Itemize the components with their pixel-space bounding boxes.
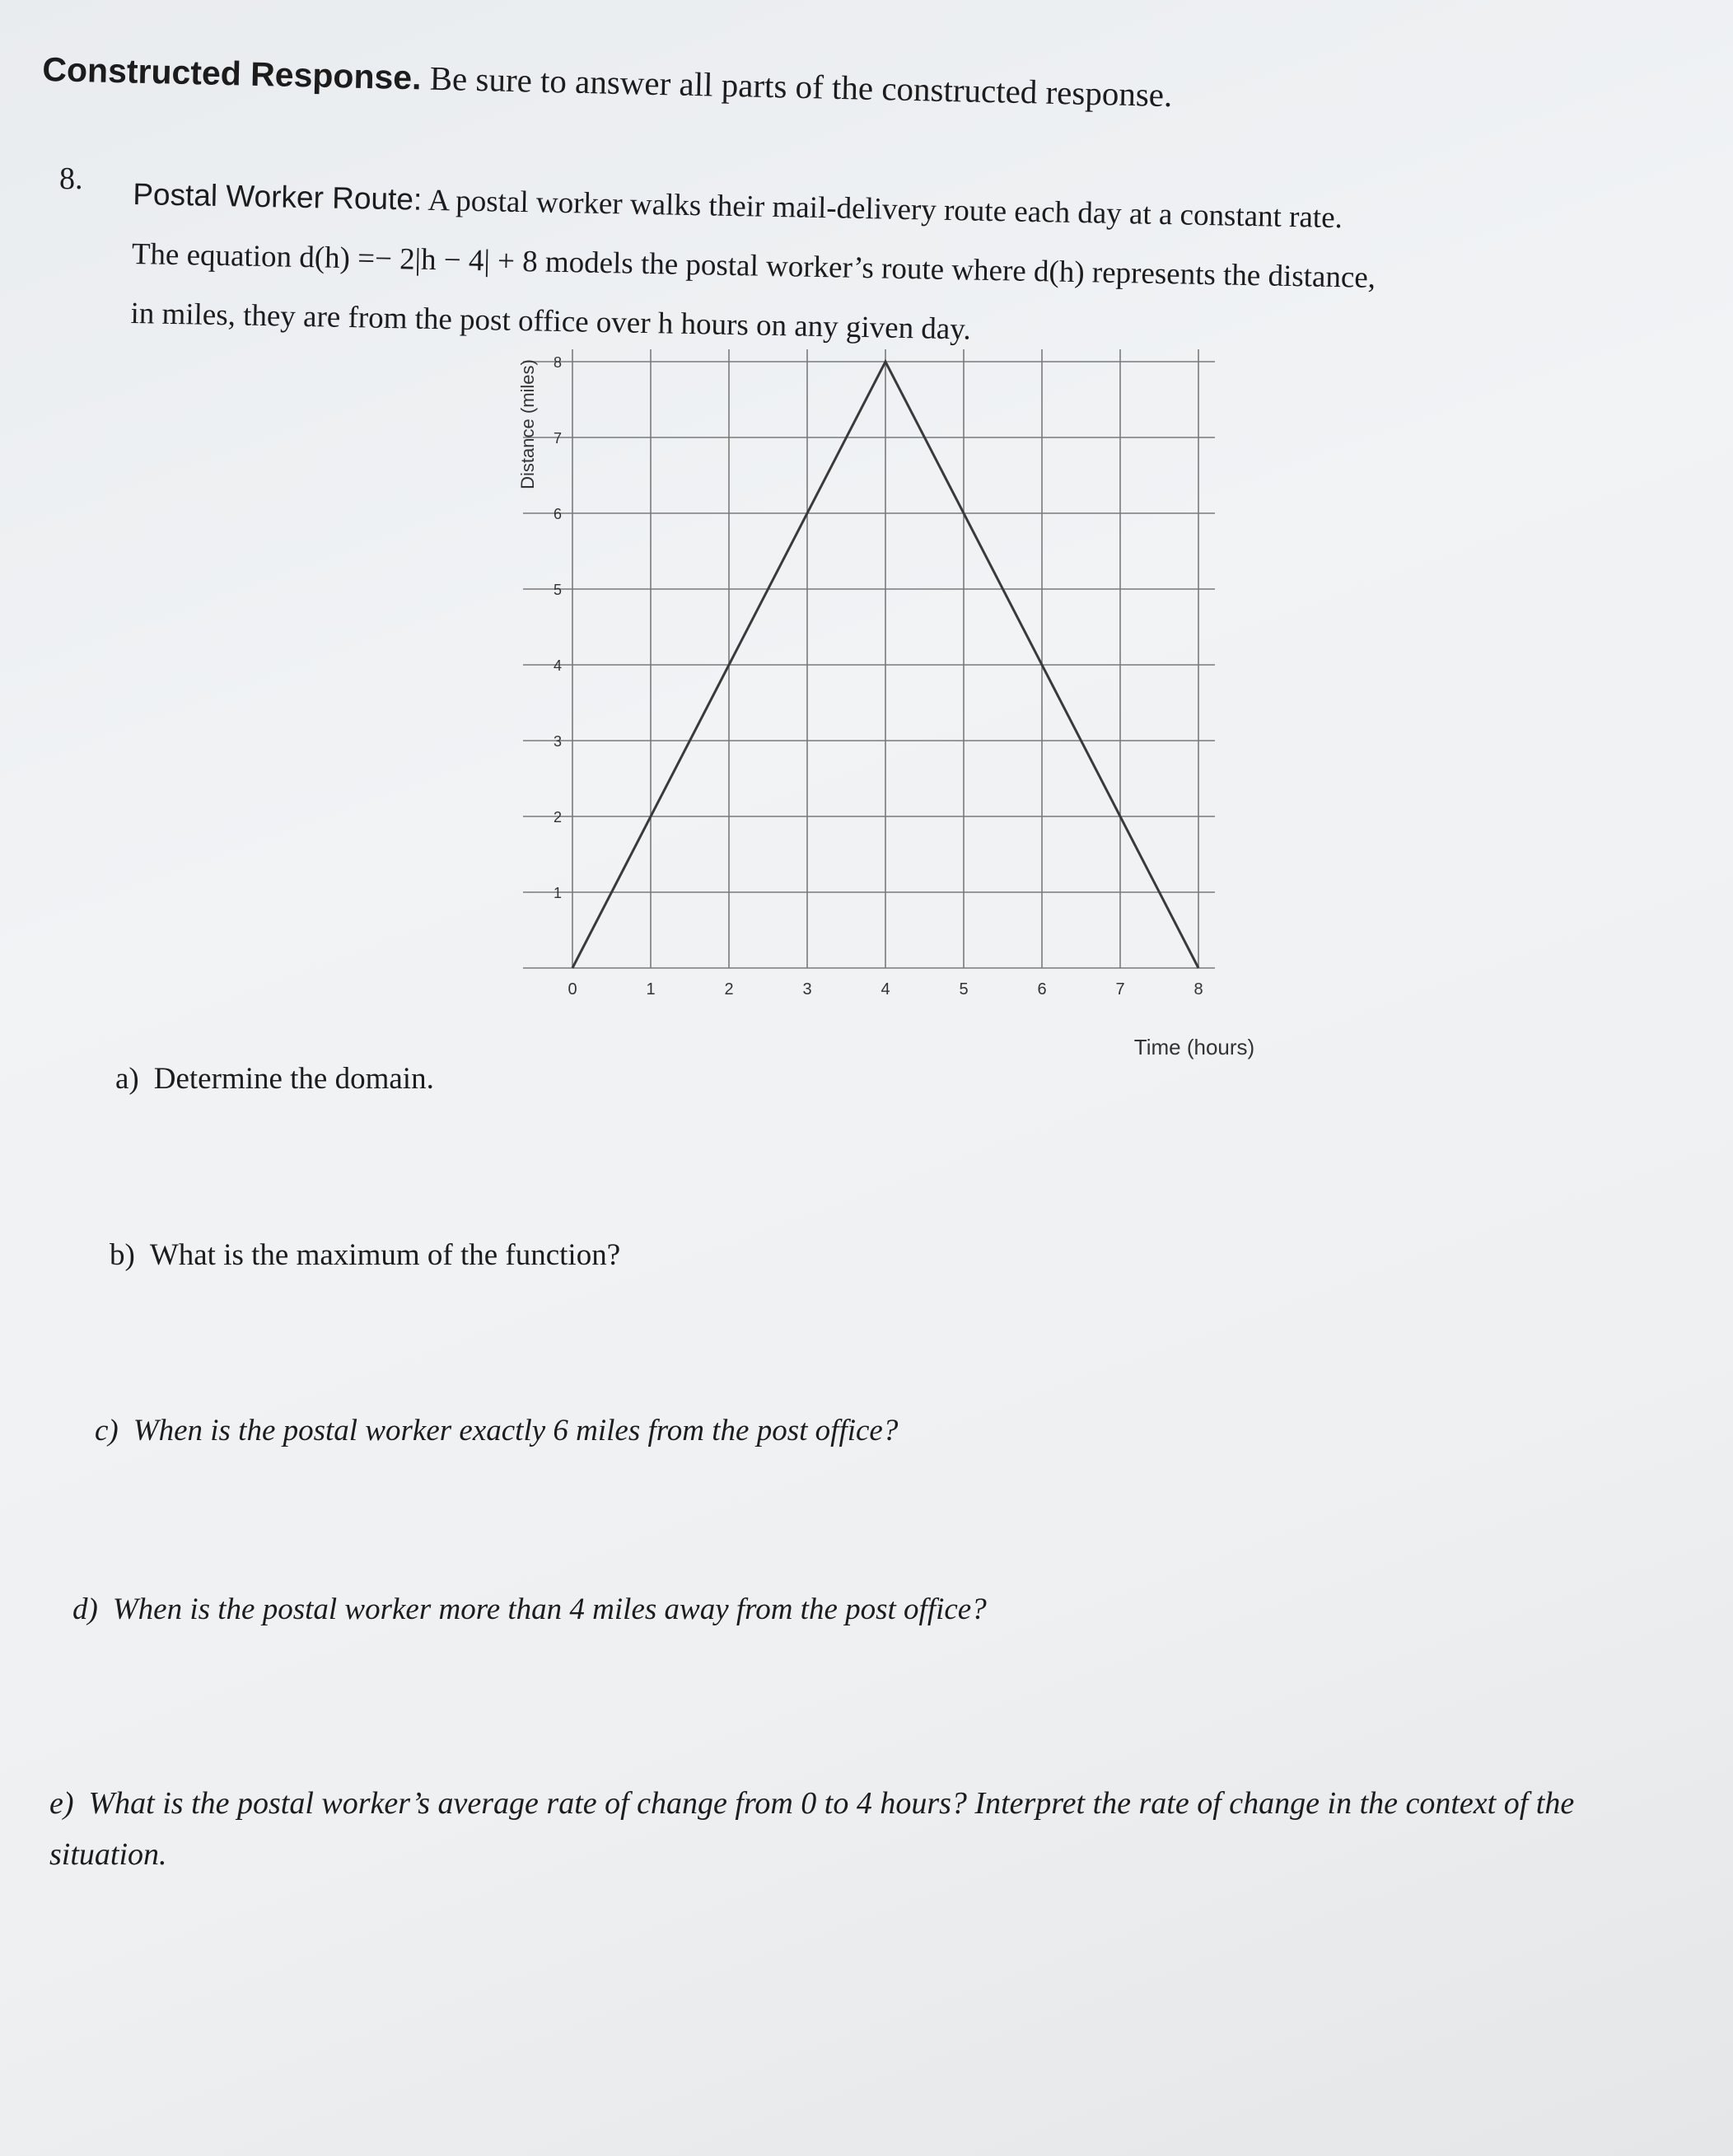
x-tick-label: 6: [1037, 980, 1047, 998]
part-b-text: What is the maximum of the function?: [149, 1238, 621, 1272]
x-tick-label: 1: [646, 980, 656, 998]
y-tick-label: 4: [553, 657, 563, 674]
y-tick-label: 7: [553, 430, 563, 447]
question-number: 8.: [59, 161, 83, 196]
part-d-label: d): [72, 1592, 98, 1626]
x-tick-label: 5: [959, 980, 969, 998]
x-tick-label: 7: [1115, 980, 1125, 998]
part-b: [110, 1237, 620, 1273]
x-tick-label: 3: [802, 980, 812, 998]
part-c-text: When is the postal worker exactly 6 miles from the post office?: [133, 1414, 899, 1447]
question-line-2: The equation d(h) =− 2|h − 4| + 8 models the postal worker’s route where d(h) represents the distance,: [131, 236, 1376, 295]
question-title: Postal Worker Route:: [132, 176, 423, 217]
part-e: [49, 1778, 1680, 1880]
section-title: Constructed Response.: [41, 49, 423, 97]
part-d-text: When is the postal worker more than 4 miles away from the post office?: [112, 1592, 987, 1626]
question-line-1-rest: A postal worker walks their mail-delivery route each day at a constant rate.: [427, 183, 1343, 236]
x-axis-label: Time (hours): [1133, 1035, 1255, 1059]
x-tick-label: 8: [1193, 980, 1203, 998]
y-tick-label: 5: [553, 582, 563, 598]
part-a: [115, 1061, 434, 1097]
x-tick-label: 2: [724, 980, 734, 998]
part-d: [72, 1592, 987, 1627]
question-line-3: in miles, they are from the post office over h hours on any given day.: [130, 296, 972, 347]
part-b-label: b): [110, 1238, 135, 1272]
x-tick-label: 0: [568, 980, 577, 998]
part-c-label: c): [95, 1414, 119, 1447]
y-tick-label: 2: [553, 809, 563, 825]
section-header: [42, 49, 1173, 115]
part-c: [95, 1413, 898, 1448]
part-a-label: a): [115, 1062, 139, 1096]
part-e-text: What is the postal worker’s average rate of change from 0 to 4 hours? Interpret the rate of change in the context of the situation.: [49, 1786, 1575, 1872]
chart-grid: [523, 349, 1215, 968]
y-tick-label: 3: [553, 733, 563, 750]
x-tick-label: 4: [881, 980, 890, 998]
y-tick-label: 6: [553, 506, 563, 522]
section-instruction: Be sure to answer all parts of the constructed response.: [429, 58, 1173, 115]
part-e-label: e): [49, 1786, 74, 1821]
part-a-text: Determine the domain.: [153, 1062, 434, 1096]
y-axis-label: Distance (miles): [517, 359, 538, 489]
y-tick-label: 1: [553, 885, 563, 901]
distance-time-chart: [494, 330, 1318, 1071]
y-tick-label: 8: [553, 354, 563, 371]
